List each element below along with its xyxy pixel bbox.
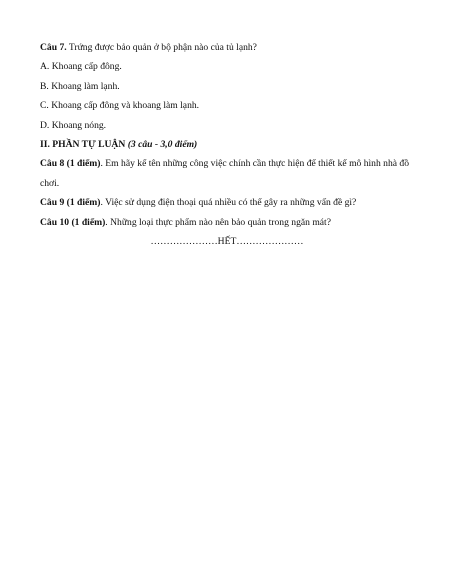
question-8-text: . Em hãy kể tên những công việc chính cần thực hiện để thiết kế mô hình nhà đồ chơi. [40,158,410,189]
end-marker: …………………HẾT………………… [150,236,304,248]
question-7-option-c: C. Khoang cấp đông và khoang làm lạnh. [40,100,200,112]
question-8-label: Câu 8 (1 điểm) [40,158,101,170]
question-7-option-a: A. Khoang cấp đông. [40,61,122,73]
question-9-label: Câu 9 (1 điểm) [40,197,101,209]
question-7-label: Câu 7. [40,42,67,53]
question-10-label: Câu 10 (1 điểm) [40,216,106,228]
question-8 [40,154,414,193]
section-2-title: II. PHẦN TỰ LUẬN [40,139,126,151]
question-9-text: . Việc sử dụng điện thoại quá nhiều có thể gây ra những vấn đề gì? [100,197,357,209]
section-2-heading [40,135,414,154]
document-page [40,38,414,251]
question-9 [40,193,414,212]
question-7-option-b: B. Khoang làm lạnh. [40,80,120,92]
section-2-note: (3 câu - 3,0 điểm) [125,139,198,151]
question-7 [40,38,414,57]
question-7-option-d: D. Khoang nóng. [40,119,107,131]
question-10 [40,213,414,232]
question-7-text: Trứng được bảo quản ở bộ phận nào của tủ lạnh? [66,42,257,53]
question-10-text: . Những loại thực phẩm nào nên bảo quản trong ngăn mát? [105,216,331,228]
